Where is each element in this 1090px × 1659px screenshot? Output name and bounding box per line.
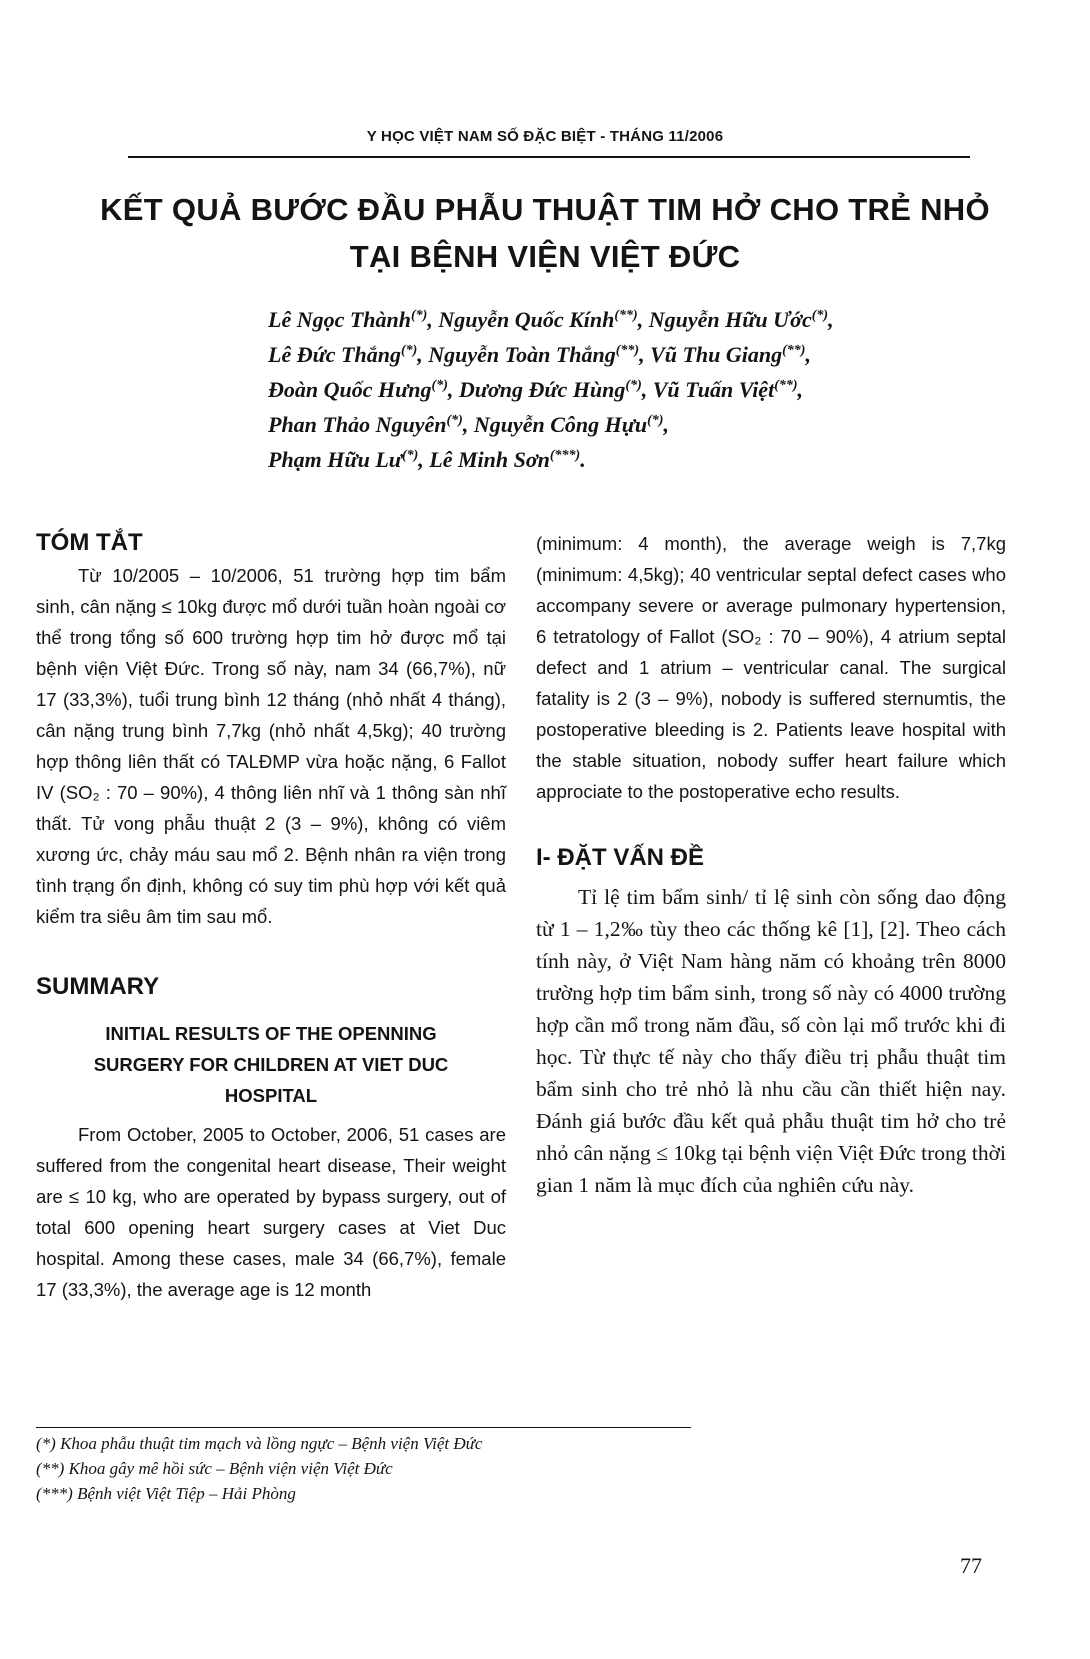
left-column	[36, 528, 506, 1305]
affiliation-mark: (**)	[782, 343, 806, 358]
footnote-2: (**) Khoa gây mê hồi sức – Bệnh viện viện Việt Đức	[36, 1459, 393, 1478]
title-line-2: TẠI BỆNH VIỆN VIỆT ĐỨC	[349, 239, 741, 274]
author-name: Nguyễn Quốc Kính	[438, 307, 615, 332]
title-line-1: KẾT QUẢ BƯỚC ĐẦU PHẪU THUẬT TIM HỞ CHO TRẺ NHỎ	[100, 192, 990, 227]
affiliation-mark: (**)	[615, 343, 640, 358]
abstract-vi-heading: TÓM TẮT	[36, 529, 143, 556]
article-title	[0, 186, 1090, 280]
author-line-3: Đoàn Quốc Hưng(*), Dương Đức Hùng(*), Vũ Tuấn Việt(**),	[268, 377, 804, 402]
section-1-heading: I- ĐẶT VẤN ĐỀ	[536, 844, 704, 871]
author-line-4: Phan Thảo Nguyên(*), Nguyễn Công Hựu(*),	[268, 412, 669, 437]
footnote-3: (***) Bệnh việt Việt Tiệp – Hải Phòng	[36, 1484, 296, 1503]
author-name: Nguyễn Hữu Ước	[648, 307, 812, 332]
abstract-vi-text: Từ 10/2005 – 10/2006, 51 trường hợp tim bẩm sinh, cân nặng ≤ 10kg được mổ dưới tuần hoàn ngoài cơ thể trong tổng số 600 trường hợp tim hở được mổ tại bệnh viện Việt Đức. Trong số này, nam 34 (66,7%), nữ 17 (33,3%), tuổi trung bình 12 tháng (nhỏ nhất 4 tháng), cân nặng trung bình 7,7kg (nhỏ nhất 4,5kg); 40 trường hợp thông liên thất có TALĐMP vừa hoặc nặng, 6 Fallot IV (SO₂ : 70 – 90%), 4 thông liên nhĩ và 1 thông sàn nhĩ thất. Tử vong phẫu thuật 2 (3 – 9%), không có viêm xương ức, chảy máu sau mổ 2. Bệnh nhân ra viện trong tình trạng ổn định, không có suy tim phù hợp với kết quả kiểm tra siêu âm tim sau mổ.	[36, 565, 506, 927]
affiliation-mark: (*)	[647, 413, 664, 428]
affiliation-mark: (***)	[549, 448, 581, 463]
author-name: Đoàn Quốc Hưng	[268, 377, 432, 402]
author-line-5: Phạm Hữu Lư(*), Lê Minh Sơn(***).	[268, 447, 586, 472]
affiliation-mark: (**)	[614, 308, 638, 323]
affiliation-mark: (*)	[400, 343, 418, 358]
author-list	[268, 300, 928, 475]
affiliation-mark: (**)	[774, 378, 798, 393]
author-name: Nguyễn Toàn Thắng	[428, 342, 616, 367]
author-name: Nguyễn Công Hựu	[473, 412, 648, 437]
header-rule	[128, 156, 970, 158]
summary-title-line-1: INITIAL RESULTS OF THE OPENNING	[105, 1023, 437, 1044]
summary-text-left: From October, 2005 to October, 2006, 51 cases are suffered from the congenital heart disease, Their weight are ≤ 10 kg, who are operated by bypass surgery, out of total 600 opening heart surgery cases at Viet Duc hospital. Among these cases, male 34 (66,7%), female 17 (33,3%), the average age is 12 month	[36, 1124, 506, 1300]
summary-heading: SUMMARY	[36, 973, 160, 1000]
author-name: Lê Minh Sơn	[429, 447, 550, 472]
footnote-rule	[36, 1427, 691, 1428]
affiliation-mark: (*)	[446, 413, 463, 428]
affiliation-mark: (*)	[411, 308, 428, 323]
summary-text-right: (minimum: 4 month), the average weigh is 7,7kg (minimum: 4,5kg); 40 ventricular septal defect cases who accompany severe or average pulmonary hypertension, 6 tetratology of Fallot (SO₂ : 70 – 90%), 4 atrium septal defect and 1 atrium – ventricular canal. The surgical fatality is 2 (3 – 9%), nobody is suffered sternumtis, the postoperative bleeding is 2. Patients leave hospital with the stable situation, nobody suffer heart failure which approciate to the postoperative echo results.	[536, 533, 1006, 802]
author-line-2: Lê Đức Thắng(*), Nguyễn Toàn Thắng(**), Vũ Thu Giang(**),	[268, 342, 811, 367]
author-name: Lê Ngọc Thành	[268, 307, 411, 332]
right-column	[536, 528, 1006, 1201]
footnotes	[36, 1431, 736, 1506]
affiliation-mark: (*)	[431, 378, 448, 393]
running-header: Y HỌC VIỆT NAM SỐ ĐẶC BIỆT - THÁNG 11/2006	[366, 128, 724, 145]
affiliation-mark: (*)	[401, 448, 419, 463]
author-name: Vũ Tuấn Việt	[652, 377, 775, 402]
section-1-text: Tỉ lệ tim bẩm sinh/ tỉ lệ sinh còn sống dao động từ 1 – 1,2‰ tùy theo các thống kê [1], [2]. Theo cách tính này, ở Việt Nam hàng năm có khoảng trên 8000 trường hợp tim bẩm sinh, trong số này có 4000 trường hợp cần mổ trong năm đầu, số còn lại mổ trước khi đi học. Từ thực tế này cho thấy điều trị phẫu thuật tim bẩm sinh cho trẻ nhỏ là nhu cầu cần thiết hiện nay. Đánh giá bước đầu kết quả phẫu thuật tim hở cho trẻ nhỏ cân nặng ≤ 10kg tại bệnh viện Việt Đức trong thời gian 1 năm là mục đích của nghiên cứu này.	[536, 885, 1006, 1197]
author-name: Dương Đức Hùng	[458, 377, 626, 402]
author-name: Phạm Hữu Lư	[268, 447, 402, 472]
affiliation-mark: (*)	[811, 308, 829, 323]
author-name: Vũ Thu Giang	[650, 342, 783, 367]
author-name: Phan Thảo Nguyên	[268, 412, 447, 437]
summary-title-line-3: HOSPITAL	[224, 1085, 318, 1106]
page-number: 77	[960, 1553, 982, 1578]
author-line-1: Lê Ngọc Thành(*), Nguyễn Quốc Kính(**), Nguyễn Hữu Ước(*),	[268, 307, 834, 332]
affiliation-mark: (*)	[625, 378, 642, 393]
footnote-1: (*) Khoa phẫu thuật tim mạch và lồng ngực – Bệnh viện Việt Đức	[36, 1434, 483, 1453]
summary-title-line-2: SURGERY FOR CHILDREN AT VIET DUC	[93, 1054, 449, 1075]
author-name: Lê Đức Thắng	[268, 342, 401, 367]
